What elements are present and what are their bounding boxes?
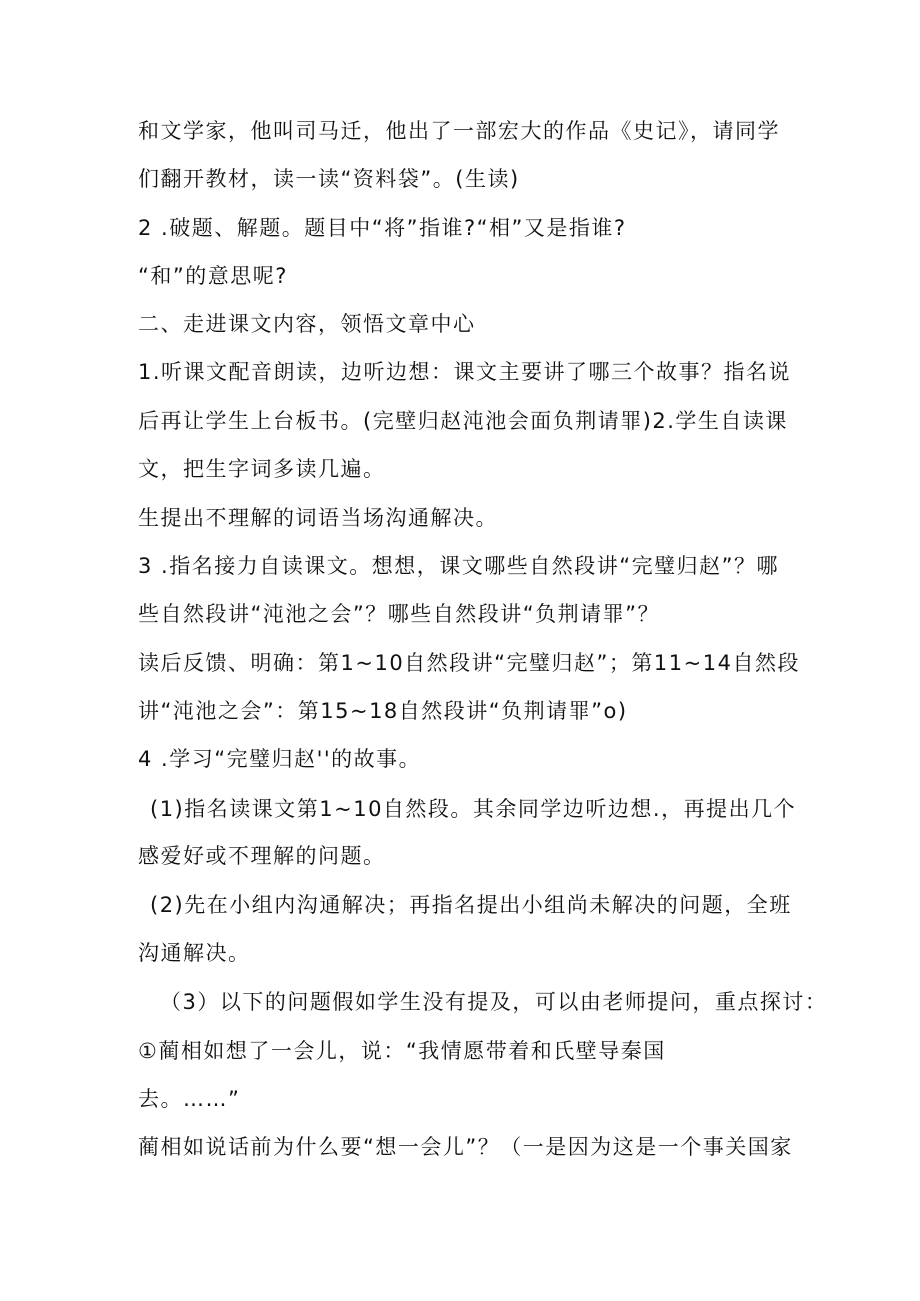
- text-line: 2 .破题、解题。题目中“将”指谁?“相”又是指谁?: [138, 216, 627, 240]
- text-line: 后再让学生上台板书。(完壁归赵沌池会面负荆请罪)2.学生自读课: [138, 409, 788, 433]
- text-line: “和”的意思呢?: [138, 264, 288, 288]
- text-line: 蔺相如说话前为什么要“想一会儿”？（一是因为这是一个事关国家: [138, 1135, 793, 1159]
- text-line: （3）以下的问题假如学生没有提及，可以由老师提问，重点探讨：: [160, 990, 828, 1014]
- text-line: 1.听课文配音朗读，边听边想：课文主要讲了哪三个故事？指名说: [138, 360, 792, 384]
- text-line: 3 .指名接力自读课文。想想，课文哪些自然段讲“完璧归赵”？哪: [138, 554, 779, 578]
- section-heading: 二、走进课文内容，领悟文章中心: [138, 312, 476, 336]
- text-line: (1)指名读课文第1~10自然段。其余同学边听边想.，再提出几个: [150, 797, 797, 821]
- text-line: 沟通解决。: [138, 941, 251, 965]
- text-line: 感爱好或不理解的问题。: [138, 844, 386, 868]
- text-line: 些自然段讲“沌池之会”？哪些自然段讲“负荆请罪”？: [138, 602, 661, 626]
- text-line: 去。……”: [138, 1087, 241, 1111]
- text-line: 讲“沌池之会”：第15~18自然段讲“负荆请罪”o): [138, 699, 628, 723]
- text-line: ①蔺相如想了一会儿，说：“我情愿带着和氏壁导秦国: [138, 1039, 666, 1063]
- text-line: 文，把生字词多读几遍。: [138, 457, 386, 481]
- text-line: (2)先在小组内沟通解决；再指名提出小组尚未解决的问题，全班: [150, 893, 792, 917]
- text-line: 生提出不理解的词语当场沟通解决。: [138, 506, 498, 530]
- text-line: 和文学家，他叫司马迁，他出了一部宏大的作品《史记》，请同学: [138, 119, 780, 143]
- text-line: 读后反馈、明确：第1~10自然段讲“完璧归赵”；第11~14自然段: [138, 651, 800, 675]
- text-line: 4 .学习“完璧归赵''的故事。: [138, 747, 422, 771]
- text-line: 们翻开教材，读一读“资料袋”。(生读): [138, 167, 520, 191]
